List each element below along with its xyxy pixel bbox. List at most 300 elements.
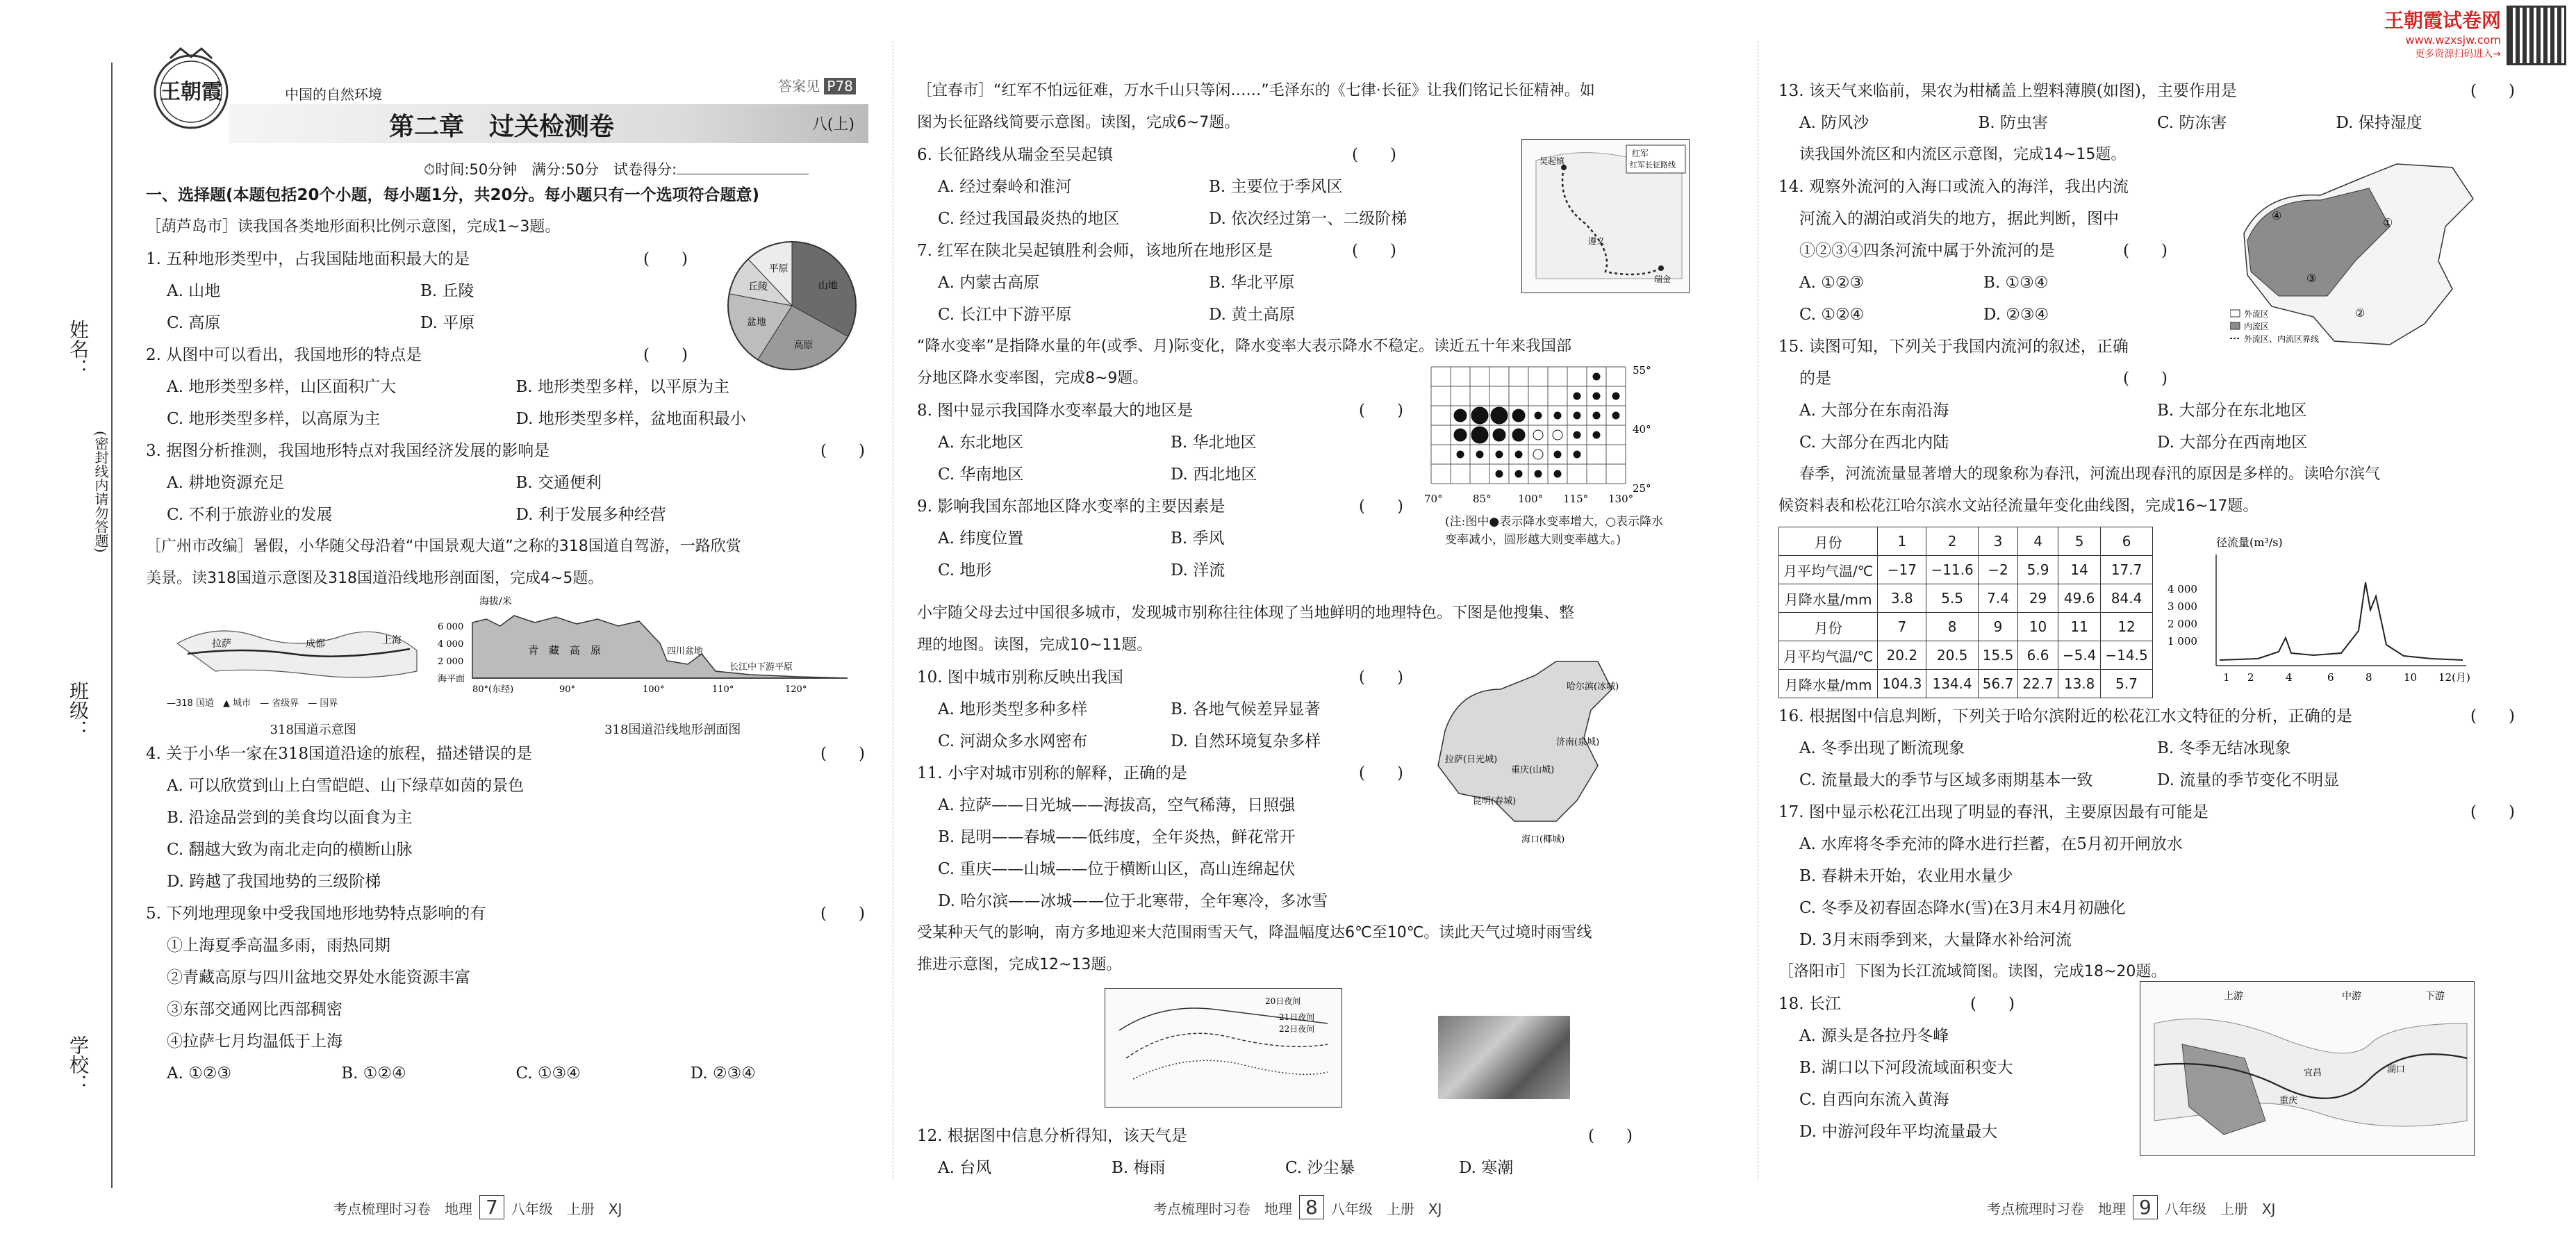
- variability-dot: [1533, 430, 1543, 440]
- exam-meta: ⏱时间:50分钟 满分:50分 试卷得分:: [424, 158, 809, 179]
- svg-text:25°: 25°: [1633, 482, 1651, 495]
- binding-line: [111, 63, 113, 1188]
- q5-option-c[interactable]: C. ①③④: [515, 1064, 581, 1083]
- pie-label-3: 丘陵: [748, 281, 768, 293]
- q7-option-b[interactable]: B. 华北平原: [1209, 274, 1295, 292]
- question-4: 4. 关于小华一家在318国道沿途的旅程，描述错误的是 ( ): [146, 745, 865, 763]
- table-cell: 9: [1978, 613, 2018, 641]
- q10-options: [917, 693, 1403, 725]
- q14-option-c[interactable]: C. ①②④: [1799, 306, 1865, 324]
- pie-label-0: 山地: [818, 280, 838, 292]
- q6-option-b[interactable]: B. 主要位于季风区: [1209, 178, 1343, 196]
- table-cell: 7.4: [1978, 584, 2018, 613]
- variability-dot: [1496, 451, 1503, 458]
- variability-dot: [1457, 451, 1464, 458]
- q13-option-a[interactable]: A. 防风沙: [1799, 114, 1869, 132]
- intro-q4-5-a: ［广州市改编］暑假，小华随父母沿着“中国景观大道”之称的318国道自驾游，一路欣赏: [146, 538, 741, 555]
- table-cell: 22.7: [2018, 670, 2058, 698]
- q18-option-c[interactable]: C. 自西向东流入黄海: [1799, 1091, 1949, 1109]
- q9-option-d[interactable]: D. 洋流: [1171, 561, 1225, 579]
- q8-option-d[interactable]: D. 西北地区: [1171, 466, 1257, 484]
- table-row: [1779, 584, 2153, 613]
- q3-option-d[interactable]: D. 利于发展多种经营: [515, 506, 666, 524]
- q5-option-b[interactable]: B. ①②④: [341, 1064, 406, 1083]
- q7-options-2: [917, 299, 1480, 331]
- route-318-map: [174, 616, 424, 692]
- q14-option-a[interactable]: A. ①②③: [1799, 274, 1865, 292]
- yz-chongqing: 重庆: [2279, 1096, 2298, 1106]
- svg-text:115°: 115°: [1563, 493, 1589, 505]
- q5-option-a[interactable]: A. ①②③: [167, 1064, 232, 1083]
- table-cell: 13.8: [2058, 670, 2101, 698]
- yz-middle: 中游: [2342, 991, 2361, 1002]
- table-cell: 20.2: [1878, 641, 1926, 670]
- q6-options-2: [917, 203, 1480, 235]
- q14-options-2: [1778, 299, 2168, 331]
- q13-options: [1778, 107, 2515, 139]
- table-cell: −2: [1978, 556, 2018, 584]
- grid-note-1: (注:图中●表示降水变率增大，○表示降水: [1445, 515, 1664, 529]
- variability-dot: [1515, 470, 1522, 477]
- q12-option-b[interactable]: B. 梅雨: [1112, 1159, 1166, 1177]
- svg-text:2 000: 2 000: [438, 657, 464, 667]
- table-cell: 5.7: [2101, 670, 2152, 698]
- page-number-7: 7: [479, 1195, 504, 1219]
- q8-option-a[interactable]: A. 东北地区: [938, 434, 1024, 452]
- svg-text:12(月): 12(月): [2438, 671, 2470, 684]
- q15-option-a[interactable]: A. 大部分在东南沿海: [1799, 402, 1949, 420]
- variability-dot: [1593, 373, 1600, 380]
- table-cell: 5.9: [2018, 556, 2058, 584]
- variability-dot: [1471, 427, 1488, 443]
- svg-text:130°: 130°: [1608, 493, 1634, 505]
- q15-option-b[interactable]: B. 大部分在东北地区: [2157, 402, 2307, 420]
- question-18: 18. 长江 ( ): [1778, 995, 2015, 1013]
- page-title: 第二章 过关检测卷: [389, 113, 615, 141]
- pie-label-4: 平原: [768, 263, 789, 275]
- question-10: 10. 图中城市别称反映出我国 ( ): [917, 668, 1403, 686]
- page-number-8: 8: [1299, 1195, 1324, 1219]
- table-cell: 6: [2101, 527, 2152, 556]
- intro-q12-13-b: 推进示意图，完成12~13题。: [917, 956, 1122, 973]
- precip-variability-grid: [1424, 360, 1653, 506]
- svg-text:100°: 100°: [643, 684, 665, 695]
- q2-option-a[interactable]: A. 地形类型多样，山区面积广大: [167, 378, 397, 396]
- q13-option-d[interactable]: D. 保持湿度: [2336, 114, 2422, 132]
- q9-option-c[interactable]: C. 地形: [938, 561, 992, 579]
- q2-option-b[interactable]: B. 地形类型多样，以平原为主: [515, 378, 730, 396]
- svg-text:20日夜间: 20日夜间: [1265, 996, 1301, 1006]
- q10-option-a[interactable]: A. 地形类型多种多样: [938, 700, 1088, 718]
- variability-dot: [1454, 429, 1467, 441]
- svg-text:85°: 85°: [1473, 493, 1492, 505]
- question-15-a: 15. 读图可知，下列关于我国内流河的叙述，正确: [1778, 338, 2129, 356]
- variability-dot: [1512, 429, 1525, 441]
- profile-label-plain: 长江中下游平原: [729, 662, 793, 673]
- svg-text:90°: 90°: [559, 684, 576, 695]
- svg-text:80°(东经): 80°(东经): [472, 684, 514, 695]
- question-12: 12. 根据图中信息分析得知，该天气是 ( ): [917, 1127, 1633, 1145]
- q10-option-b[interactable]: B. 各地气候差异显著: [1171, 700, 1321, 718]
- svg-text:3 000: 3 000: [2168, 600, 2197, 613]
- q7-option-a[interactable]: A. 内蒙古高原: [938, 274, 1040, 292]
- table-cell: 月份: [1779, 527, 1878, 556]
- intro-q12-13-a: 受某种天气的影响，南方多地迎来大范围雨雪天气，降温幅度达6℃至10℃。读此天气过境时雨雪线: [917, 924, 1592, 941]
- section-heading: 一、选择题(本题包括20个小题，每小题1分，共20分。每小题只有一个选项符合题意): [146, 186, 760, 204]
- svg-text:1: 1: [2223, 671, 2230, 684]
- variability-dot: [1476, 451, 1483, 458]
- terrain-pie-chart: [723, 236, 861, 375]
- q5-item-3: ③东部交通网比西部稠密: [167, 1001, 342, 1019]
- q17-option-d[interactable]: D. 3月末雨季到来，大量降水补给河流: [1799, 931, 2072, 949]
- svg-text:②: ②: [2355, 306, 2366, 320]
- table-cell: 104.3: [1878, 670, 1926, 698]
- yz-lower: 下游: [2425, 991, 2445, 1002]
- intro-q4-5-b: 美景。读318国道示意图及318国道沿线地形剖面图，完成4~5题。: [146, 570, 604, 587]
- question-6: 6. 长征路线从瑞金至吴起镇 ( ): [917, 146, 1396, 164]
- q7-option-c[interactable]: C. 长江中下游平原: [938, 306, 1072, 324]
- question-15-b: 的是 ( ): [1799, 370, 2168, 388]
- table-cell: 7: [1878, 613, 1926, 641]
- table-cell: 10: [2018, 613, 2058, 641]
- q3-options-2: [146, 499, 865, 531]
- table-cell: 15.5: [1978, 641, 2018, 670]
- variability-dot: [1612, 412, 1619, 419]
- q5-item-4: ④拉萨七月均温低于上海: [167, 1032, 342, 1051]
- grade-tag: 八(上): [811, 116, 854, 133]
- q7-option-d[interactable]: D. 黄土高原: [1209, 306, 1296, 324]
- q1-option-d[interactable]: D. 平原: [420, 314, 475, 332]
- q3-options: [146, 467, 865, 499]
- yz-hukou: 湖口: [2387, 1064, 2406, 1075]
- lm-label-route: 红军长征路线: [1630, 160, 1676, 170]
- table-cell: 4: [2018, 527, 2058, 556]
- variability-dot: [1574, 451, 1580, 458]
- brand: [2348, 6, 2501, 60]
- q9-option-b[interactable]: B. 季风: [1171, 529, 1225, 548]
- q15-option-c[interactable]: C. 大部分在西北内陆: [1799, 434, 1949, 452]
- table-cell: −5.4: [2058, 641, 2101, 670]
- drainage-region-map: [2230, 157, 2508, 365]
- question-7: 7. 红军在陕北吴起镇胜利会师，该地所在地形区是 ( ): [917, 242, 1396, 260]
- question-17: 17. 图中显示松花江出现了明显的春汛，主要原因最有可能是 ( ): [1778, 803, 2515, 821]
- q2-options-2: [146, 403, 865, 435]
- q11-option-b[interactable]: B. 昆明——春城——低纬度，全年炎热，鲜花常开: [938, 828, 1296, 846]
- rain-snow-line-map: [1105, 988, 1342, 1108]
- variability-dot: [1554, 412, 1561, 419]
- q17-option-c[interactable]: C. 冬季及初春固态降水(雪)在3月末4月初融化: [1799, 899, 2126, 917]
- answer-page-badge: P78: [824, 78, 856, 94]
- q15-option-d[interactable]: D. 大部分在西南地区: [2157, 434, 2308, 452]
- table-cell: 月平均气温/℃: [1779, 556, 1878, 584]
- lm-label-zunyi: 遵义: [1588, 236, 1605, 246]
- q14-option-d[interactable]: D. ②③④: [1983, 306, 2049, 324]
- map-label-chengdu: 成都: [306, 639, 325, 650]
- question-8: 8. 图中显示我国降水变率最大的地区是 ( ): [917, 402, 1403, 420]
- seal-notice: (密封线内请勿答题): [92, 431, 109, 553]
- svg-text:8: 8: [2366, 671, 2372, 684]
- lm-label-ruijin: 瑞金: [1654, 274, 1671, 284]
- variability-dot: [1493, 429, 1505, 441]
- q11-option-d[interactable]: D. 哈尔滨——冰城——位于北寒带，全年寒冷，多冰雪: [938, 892, 1328, 910]
- q2-option-d[interactable]: D. 地形类型多样，盆地面积最小: [515, 410, 746, 428]
- profile-caption: 318国道沿线地形剖面图: [604, 723, 741, 737]
- table-row: [1779, 641, 2153, 670]
- intro-q8-9-a: “降水变率”是指降水量的年(或季、月)际变化，降水变率大表示降水不稳定。读近五十年来我国部: [917, 338, 1571, 355]
- profile-label-plateau: 青 藏 高 原: [528, 644, 602, 657]
- table-cell: 12: [2101, 613, 2152, 641]
- q1-options-2: [146, 307, 674, 339]
- intro-q14-15: 读我国外流区和内流区示意图，完成14~15题。: [1799, 146, 2127, 163]
- question-14-a: 14. 观察外流河的入海口或流入的海洋，我出内流: [1778, 178, 2129, 196]
- q1-option-c[interactable]: C. 高原: [167, 314, 221, 332]
- brand-sub: 更多资源扫码进入→: [2415, 49, 2501, 60]
- q18-option-d[interactable]: D. 中游河段年平均流量最大: [1799, 1123, 1998, 1141]
- table-cell: 84.4: [2101, 584, 2152, 613]
- question-13: 13. 该天气来临前，果农为柑橘盖上塑料薄膜(如图)，主要作用是 ( ): [1778, 82, 2515, 100]
- question-2: 2. 从图中可以看出，我国地形的特点是 ( ): [146, 346, 688, 364]
- question-9: 9. 影响我国东部地区降水变率的主要因素是 ( ): [917, 497, 1403, 516]
- q15-options: [1778, 395, 2515, 427]
- table-cell: 56.7: [1978, 670, 2018, 698]
- q5-option-d[interactable]: D. ②③④: [690, 1064, 756, 1083]
- svg-text:55°: 55°: [1633, 364, 1651, 377]
- q12-option-c[interactable]: C. 沙尘暴: [1285, 1159, 1355, 1177]
- variability-dot: [1535, 470, 1542, 477]
- variability-dot: [1533, 450, 1543, 459]
- question-1: 1. 五种地形类型中，占我国陆地面积最大的是 ( ): [146, 250, 688, 268]
- svg-text:海口(椰城): 海口(椰城): [1521, 834, 1565, 845]
- footer-page-9: 考点梳理时习卷 地理 9 八年级 上册 XJ: [1987, 1196, 2276, 1219]
- school-label: 学校：: [67, 1035, 90, 1094]
- q10-options-2: [917, 725, 1403, 757]
- q1-option-b[interactable]: B. 丘陵: [420, 282, 474, 300]
- variability-dot: [1496, 470, 1503, 477]
- q10-option-c[interactable]: C. 河湖众多水网密布: [938, 732, 1088, 750]
- svg-text:海平面: 海平面: [438, 674, 465, 684]
- variability-dot: [1471, 407, 1488, 424]
- q6-option-c[interactable]: C. 经过我国最炎热的地区: [938, 210, 1120, 228]
- svg-text:22日夜间: 22日夜间: [1279, 1024, 1315, 1034]
- name-label: 姓名：: [67, 320, 90, 378]
- yangtze-basin-map: [2140, 981, 2475, 1156]
- variability-dot: [1535, 412, 1542, 419]
- q13-option-b[interactable]: B. 防虫害: [1978, 114, 2049, 132]
- intro-q16-17-a: 春季，河流流量显著增大的现象称为春汛，河流出现春汛的原因是多样的。读哈尔滨气: [1799, 466, 2381, 483]
- variability-dot: [1491, 407, 1508, 424]
- q16-option-b[interactable]: B. 冬季无结冰现象: [2157, 739, 2291, 757]
- svg-text:4: 4: [2286, 671, 2293, 684]
- intro-q8-9-b: 分地区降水变率图，完成8~9题。: [917, 370, 1148, 387]
- q9-options-2: [917, 554, 1403, 586]
- svg-text:6: 6: [2327, 671, 2334, 684]
- q3-option-b[interactable]: B. 交通便利: [515, 474, 602, 492]
- svg-text:70°: 70°: [1424, 493, 1443, 505]
- lm-label-wuqi: 吴起镇: [1539, 156, 1565, 166]
- variability-dot: [1612, 393, 1619, 400]
- title-bar: [229, 104, 868, 143]
- legend-endo: 内流区: [2244, 322, 2270, 331]
- q16-option-d[interactable]: D. 流量的季节变化不明显: [2157, 771, 2340, 789]
- question-3: 3. 据图分析推测，我国地形特点对我国经济发展的影响是 ( ): [146, 442, 865, 460]
- svg-text:10: 10: [2404, 671, 2418, 684]
- table-cell: −17: [1878, 556, 1926, 584]
- q4-option-c[interactable]: C. 翻越大致为南北走向的横断山脉: [167, 841, 413, 859]
- route-318-profile: [438, 595, 854, 713]
- page-7-content: [146, 179, 865, 1089]
- q17-option-b[interactable]: B. 春耕未开始，农业用水量少: [1799, 867, 2013, 885]
- answer-ref: 答案见 P78: [778, 75, 856, 95]
- long-march-map: [1521, 139, 1690, 293]
- svg-text:4 000: 4 000: [438, 639, 464, 650]
- profile-label-basin: 四川盆地: [667, 646, 704, 657]
- q17-option-a[interactable]: A. 水库将冬季充沛的降水进行拦蓄，在5月初开闸放水: [1799, 835, 2183, 853]
- intro-q10-11-b: 理的地图。读图，完成10~11题。: [917, 636, 1153, 654]
- question-11: 11. 小宇对城市别称的解释，正确的是 ( ): [917, 764, 1403, 782]
- qr-code[interactable]: [2507, 6, 2566, 65]
- route-318-legend: —318 国道 ▲ 城市 — 省级界 — 国界: [167, 698, 338, 709]
- q18-option-a[interactable]: A. 源头是各拉丹冬峰: [1799, 1027, 1949, 1045]
- q3-option-a[interactable]: A. 耕地资源充足: [167, 474, 285, 492]
- svg-text:6 000: 6 000: [438, 622, 464, 632]
- table-cell: 5: [2058, 527, 2101, 556]
- q12-option-d[interactable]: D. 寒潮: [1459, 1159, 1514, 1177]
- variability-dot: [1554, 470, 1561, 477]
- svg-text:④: ④: [2272, 209, 2282, 222]
- q2-option-c[interactable]: C. 地形类型多样，以高原为主: [167, 410, 381, 428]
- q9-options: [917, 522, 1403, 554]
- q1-option-a[interactable]: A. 山地: [167, 282, 221, 300]
- question-14-c: ①②③④四条河流中属于外流河的是 ( ): [1799, 242, 2168, 260]
- intro-q6-7-a: ［宜春市］“红军不怕远征难，万水千山只等闲……”毛泽东的《七律·长征》让我们铭记长征精神。如: [917, 82, 1595, 99]
- chapter-subtitle: 中国的自然环境: [285, 86, 382, 103]
- svg-text:昆明(春城): 昆明(春城): [1473, 796, 1517, 807]
- q16-option-a[interactable]: A. 冬季出现了断流现象: [1799, 739, 1965, 757]
- q16-options-2: [1778, 764, 2515, 796]
- q8-option-c[interactable]: C. 华南地区: [938, 466, 1024, 484]
- table-cell: 29: [2018, 584, 2058, 613]
- table-cell: 月平均气温/℃: [1779, 641, 1878, 670]
- svg-text:120°: 120°: [785, 684, 807, 695]
- svg-text:拉萨(日光城): 拉萨(日光城): [1445, 755, 1498, 765]
- table-cell: 月降水量/mm: [1779, 584, 1878, 613]
- q6-option-d[interactable]: D. 依次经过第一、二级阶梯: [1209, 210, 1407, 228]
- legend-boundary: 外流区、内流区界线: [2244, 334, 2320, 344]
- intro-q6-7-b: 图为长征路线简要示意图。读图，完成6~7题。: [917, 114, 1240, 131]
- svg-text:100°: 100°: [1518, 493, 1544, 505]
- svg-text:21日夜间: 21日夜间: [1279, 1012, 1315, 1022]
- q16-option-c[interactable]: C. 流量最大的季节与区域多雨期基本一致: [1799, 771, 2093, 789]
- q8-options: [917, 427, 1403, 459]
- variability-dot: [1512, 409, 1525, 422]
- q18-option-b[interactable]: B. 湖口以下河段流域面积变大: [1799, 1059, 2013, 1077]
- q14-options: [1778, 267, 2168, 299]
- q12-option-a[interactable]: A. 台风: [938, 1159, 992, 1177]
- svg-text:海拔/米: 海拔/米: [479, 596, 512, 607]
- grid-note-2: 变率减小，圆形越大则变率越大。): [1445, 533, 1621, 547]
- q12-options: [917, 1152, 1633, 1184]
- q11-option-c[interactable]: C. 重庆——山城——位于横断山区，高山连绵起伏: [938, 860, 1296, 878]
- q2-options: [146, 371, 865, 403]
- table-cell: −14.5: [2101, 641, 2152, 670]
- table-cell: 17.7: [2101, 556, 2152, 584]
- table-cell: 5.5: [1926, 584, 1978, 613]
- table-row: [1779, 556, 2153, 584]
- variability-dot: [1574, 431, 1580, 438]
- q4-option-a[interactable]: A. 可以欣赏到山上白雪皑皑、山下绿草如茵的景色: [167, 777, 525, 795]
- yz-yichang: 宜昌: [2304, 1068, 2322, 1078]
- map-label-shanghai: 上海: [382, 635, 402, 646]
- route-map-caption: 318国道示意图: [270, 723, 356, 737]
- question-16: 16. 根据图中信息判断，下列关于哈尔滨附近的松花江水文特征的分析，正确的是 ( ): [1778, 707, 2515, 725]
- variability-dot: [1515, 451, 1522, 458]
- q9-option-a[interactable]: A. 纬度位置: [938, 529, 1024, 548]
- svg-text:2 000: 2 000: [2168, 618, 2197, 630]
- footer-page-7: 考点梳理时习卷 地理 7 八年级 上册 XJ: [333, 1196, 622, 1219]
- logo-text: 王朝霞: [160, 80, 222, 104]
- yz-upper: 上游: [2224, 991, 2243, 1002]
- lm-label-red: 红军: [1632, 149, 1649, 158]
- pie-label-1: 高原: [793, 340, 814, 352]
- svg-text:①: ①: [2383, 216, 2393, 229]
- map-label-lhasa: 拉萨: [212, 639, 231, 650]
- variability-dot: [1454, 409, 1467, 422]
- table-cell: 月份: [1779, 613, 1878, 641]
- intro-q16-17-b: 候资料表和松花江哈尔滨水文站径流量年变化曲线图，完成16~17题。: [1778, 497, 2259, 515]
- q10-option-d[interactable]: D. 自然环境复杂多样: [1171, 732, 1321, 750]
- table-cell: 20.5: [1926, 641, 1978, 670]
- table-row: [1779, 527, 2153, 556]
- q14-option-b[interactable]: B. ①③④: [1983, 274, 2049, 292]
- q13-option-c[interactable]: C. 防冻害: [2157, 114, 2227, 132]
- q11-option-a[interactable]: A. 拉萨——日光城——海拔高，空气稀薄，日照强: [938, 796, 1296, 814]
- q1-options: [146, 275, 674, 307]
- class-label: 班级：: [67, 681, 90, 739]
- variability-dot: [1593, 412, 1600, 419]
- table-cell: 14: [2058, 556, 2101, 584]
- footer-page-8: 考点梳理时习卷 地理 8 八年级 上册 XJ: [1153, 1196, 1442, 1219]
- q4-option-d[interactable]: D. 跨越了我国地势的三级阶梯: [167, 873, 381, 891]
- svg-text:2: 2: [2247, 671, 2254, 684]
- table-cell: 月降水量/mm: [1779, 670, 1878, 698]
- svg-text:1 000: 1 000: [2168, 635, 2197, 648]
- city-nickname-map: [1417, 648, 1640, 856]
- q5-options: [146, 1057, 865, 1089]
- page-8-content: [917, 75, 1676, 1184]
- harbin-climate-table: [1778, 527, 2153, 698]
- table-cell: 134.4: [1926, 670, 1978, 698]
- svg-text:哈尔滨(冰城): 哈尔滨(冰城): [1567, 682, 1619, 692]
- q3-option-c[interactable]: C. 不利于旅游业的发展: [167, 506, 333, 524]
- logo: [146, 43, 236, 133]
- brand-name: 王朝霞试卷网: [2384, 9, 2501, 32]
- table-cell: −11.6: [1926, 556, 1978, 584]
- table-cell: 49.6: [2058, 584, 2101, 613]
- question-14-b: 河流入的湖泊或消失的地方，据此判断，图中: [1799, 210, 2119, 228]
- q6-option-a[interactable]: A. 经过秦岭和淮河: [938, 178, 1072, 196]
- q5-item-1: ①上海夏季高温多雨，雨热同期: [167, 937, 390, 955]
- svg-text:4 000: 4 000: [2168, 583, 2197, 595]
- svg-text:40°: 40°: [1633, 423, 1651, 436]
- q6-options: [917, 171, 1480, 203]
- svg-text:③: ③: [2306, 272, 2317, 285]
- q15-options-2: [1778, 427, 2515, 459]
- q4-option-b[interactable]: B. 沿途品尝到的美食均以面食为主: [167, 809, 413, 827]
- q8-option-b[interactable]: B. 华北地区: [1171, 434, 1257, 452]
- svg-text:110°: 110°: [712, 684, 734, 695]
- table-cell: 3.8: [1878, 584, 1926, 613]
- svg-text:径流量(m³/s): 径流量(m³/s): [2216, 536, 2283, 549]
